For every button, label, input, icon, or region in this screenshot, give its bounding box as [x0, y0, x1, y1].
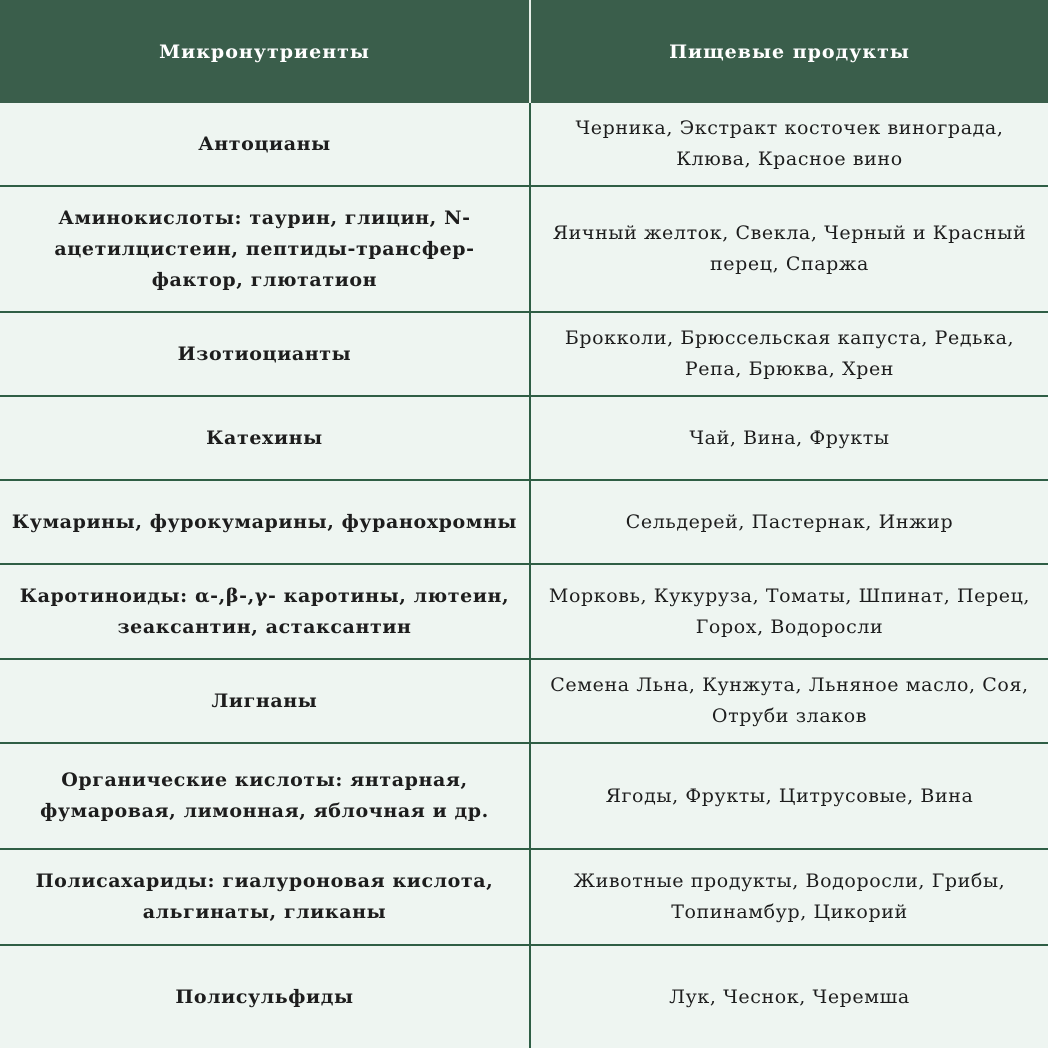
foods-cell: Животные продукты, Водоросли, Грибы, Топинамбур, Цикорий: [573, 870, 1006, 923]
micronutrient-cell: Аминокислоты: таурин, глицин, N-ацетилцистеин, пептиды-трансфер-фактор, глютатион: [54, 206, 475, 291]
foods-cell: Сельдерей, Пастернак, Инжир: [625, 510, 954, 533]
foods-cell: Брокколи, Брюссельская капуста, Редька, Репа, Брюква, Хрен: [564, 327, 1015, 380]
header-food-products: Пищевые продукты: [669, 40, 910, 63]
table-row: [0, 187, 1048, 313]
header-micronutrients: Микронутриенты: [159, 40, 370, 63]
foods-cell: Лук, Чеснок, Черемша: [669, 985, 910, 1008]
micronutrient-cell: Органические кислоты: янтарная, фумаровая, лимонная, яблочная и др.: [40, 769, 489, 822]
micronutrient-cell: Катехины: [206, 426, 323, 449]
table-row: [0, 313, 1048, 397]
foods-cell: Ягоды, Фрукты, Цитрусовые, Вина: [605, 784, 974, 807]
micronutrient-cell: Полисульфиды: [175, 985, 354, 1008]
micronutrient-cell: Кумарины, фурокумарины, фуранохромны: [11, 510, 518, 533]
table-row: [0, 744, 1048, 850]
foods-cell: Черника, Экстракт косточек винограда, Клюва, Красное вино: [575, 117, 1004, 170]
foods-cell: Морковь, Кукуруза, Томаты, Шпинат, Перец, Горох, Водоросли: [548, 584, 1031, 638]
foods-cell: Семена Льна, Кунжута, Льняное масло, Соя, Отруби злаков: [550, 674, 1029, 727]
foods-cell: Чай, Вина, Фрукты: [689, 426, 890, 449]
micronutrient-cell: Каротиноиды: α-,β-,γ- каротины, лютеин, зеаксантин, астаксантин: [19, 584, 510, 638]
table-row: [0, 660, 1048, 744]
micronutrient-cell: Лигнаны: [211, 689, 318, 712]
table-row: [0, 397, 1048, 481]
table-row: [0, 481, 1048, 565]
micronutrient-cell: Полисахариды: гиалуроновая кислота, альгинаты, гликаны: [35, 870, 494, 923]
micronutrient-cell: Изотиоцианты: [177, 342, 352, 365]
micronutrient-cell: Антоцианы: [198, 132, 331, 155]
table-row: [0, 565, 1048, 660]
table-row: [0, 946, 1048, 1048]
column-divider: [529, 103, 531, 1048]
table-header: [0, 0, 1048, 103]
table-row: [0, 850, 1048, 946]
table-row: [0, 103, 1048, 187]
foods-cell: Яичный желток, Свекла, Черный и Красный перец, Спаржа: [552, 222, 1027, 275]
